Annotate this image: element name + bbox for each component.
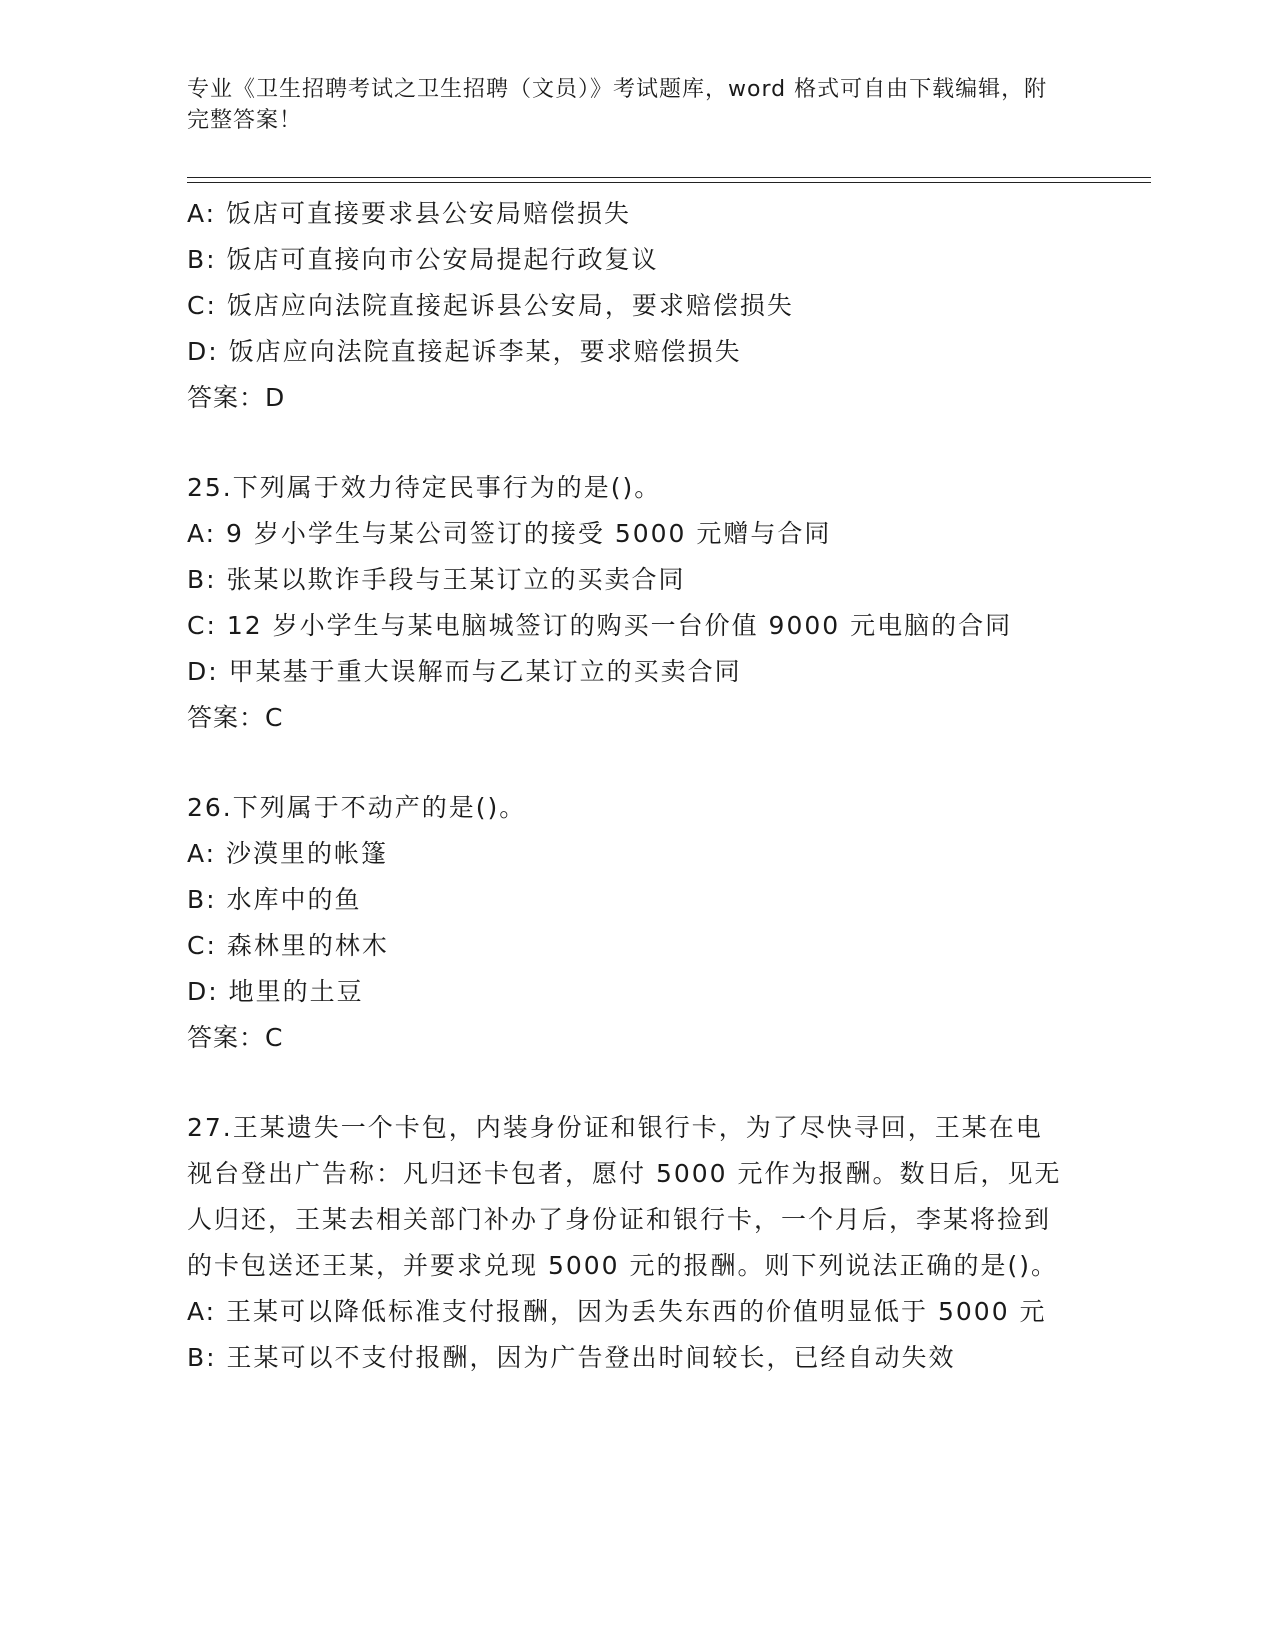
question-26 (187, 785, 1067, 1061)
option-b: B: 王某可以不支付报酬，因为广告登出时间较长，已经自动失效 (187, 1343, 956, 1372)
option-b: B: 张某以欺诈手段与王某订立的买卖合同 (187, 565, 686, 594)
question-25 (187, 465, 1067, 741)
header-rule-bottom (187, 182, 1151, 183)
spacer (187, 421, 1067, 465)
question-text: 27.王某遗失一个卡包，内装身份证和银行卡，为了尽快寻回，王某在电视台登出广告称：凡归还卡包者，愿付 5000 元作为报酬。数日后，见无人归还，王某去相关部门补办了身份证和银行卡，一个月后，李某将捡到的卡包送还王某，并要求兑现 5000 元的报酬。则下列说法正确的是()。 (187, 1113, 1062, 1280)
answer: 答案：D (187, 383, 286, 412)
question-content (187, 191, 1067, 1381)
question-24 (187, 191, 1067, 421)
answer: 答案：C (187, 1023, 284, 1052)
header-rule-top (187, 177, 1151, 178)
document-header: 专业《卫生招聘考试之卫生招聘（文员）》考试题库，word 格式可自由下载编辑，附完整答案！ (187, 77, 1048, 133)
option-c: C: 森林里的林木 (187, 931, 389, 960)
option-a: A: 沙漠里的帐篷 (187, 839, 389, 868)
option-d: D: 饭店应向法院直接起诉李某，要求赔偿损失 (187, 337, 742, 366)
option-d: D: 地里的土豆 (187, 977, 364, 1006)
answer: 答案：C (187, 703, 284, 732)
spacer (187, 741, 1067, 785)
option-b: B: 饭店可直接向市公安局提起行政复议 (187, 245, 659, 274)
option-c: C: 饭店应向法院直接起诉县公安局，要求赔偿损失 (187, 291, 794, 320)
option-a: A: 9 岁小学生与某公司签订的接受 5000 元赠与合同 (187, 519, 832, 548)
question-text: 25.下列属于效力待定民事行为的是()。 (187, 473, 662, 502)
option-a: A: 王某可以降低标准支付报酬，因为丢失东西的价值明显低于 5000 元 (187, 1297, 1047, 1326)
spacer (187, 1061, 1067, 1105)
option-d: D: 甲某基于重大误解而与乙某订立的买卖合同 (187, 657, 742, 686)
option-c: C: 12 岁小学生与某电脑城签订的购买一台价值 9000 元电脑的合同 (187, 611, 1013, 640)
question-27 (187, 1105, 1067, 1381)
question-text: 26.下列属于不动产的是()。 (187, 793, 527, 822)
option-a: A: 饭店可直接要求县公安局赔偿损失 (187, 199, 632, 228)
option-b: B: 水库中的鱼 (187, 885, 362, 914)
